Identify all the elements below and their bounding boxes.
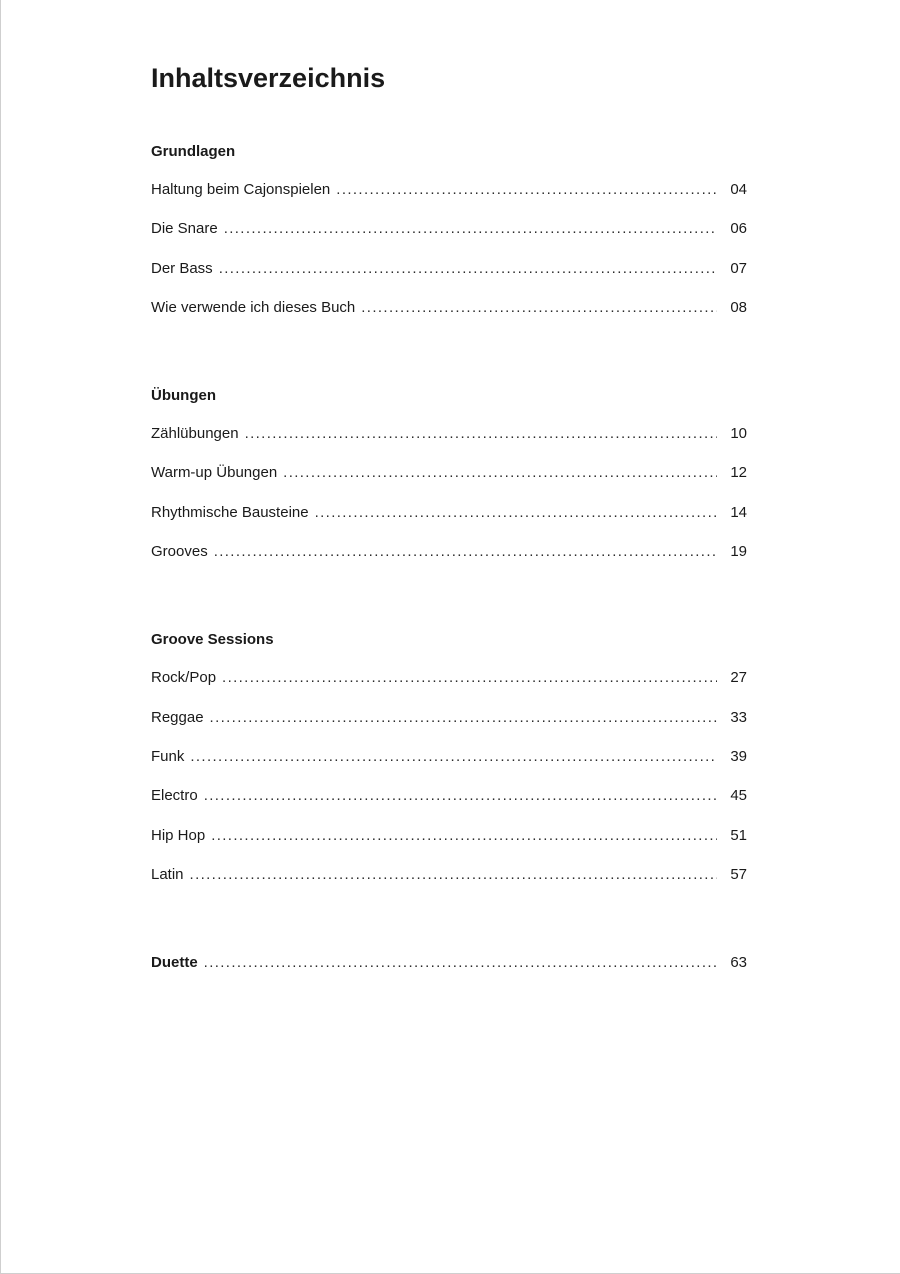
toc-entry[interactable]: [151, 463, 747, 502]
toc-entry-label: Zählübungen: [151, 425, 239, 443]
section-heading-grundlagen: Grundlagen: [151, 143, 236, 160]
toc-entry[interactable]: [151, 298, 747, 337]
toc-entry[interactable]: [151, 219, 747, 258]
toc-entry[interactable]: [151, 259, 747, 298]
table-of-contents: [151, 58, 747, 992]
toc-entry-label: Reggae: [151, 708, 204, 726]
toc-entry-label: Der Bass: [151, 259, 213, 277]
dot-leader: [210, 708, 717, 728]
toc-entry-label: Rhythmische Bausteine: [151, 503, 309, 521]
toc-entry-page: 19: [730, 543, 747, 561]
toc-entry-label: Duette: [151, 954, 198, 972]
toc-entry[interactable]: [151, 668, 747, 707]
dot-leader: [211, 826, 717, 846]
dot-leader: [283, 463, 717, 483]
toc-entry-page: 63: [730, 954, 747, 972]
toc-entry-label: Warm-up Übungen: [151, 464, 278, 482]
dot-leader: [222, 668, 717, 688]
dot-leader: [245, 424, 717, 444]
section-heading-uebungen: Übungen: [151, 387, 216, 405]
toc-entry-page: 14: [730, 503, 747, 521]
toc-entry-page: 51: [730, 826, 747, 844]
toc-entry[interactable]: [151, 747, 747, 786]
dot-leader: [204, 786, 717, 806]
toc-entry-label: Haltung beim Cajonspielen: [151, 181, 331, 198]
toc-entry-page: 57: [730, 865, 747, 883]
dot-leader: [219, 259, 717, 279]
toc-entry-label: Grooves: [151, 543, 208, 561]
toc-entry[interactable]: [151, 708, 747, 747]
toc-entry-label: Funk: [151, 747, 185, 765]
toc-entry[interactable]: [151, 786, 747, 825]
toc-entry[interactable]: [151, 180, 747, 219]
toc-entry[interactable]: [151, 503, 747, 542]
toc-entry-page: 04: [730, 181, 747, 198]
dot-leader: [315, 503, 717, 523]
toc-entry-page: 12: [730, 464, 747, 482]
toc-entry-duette[interactable]: [151, 953, 747, 992]
toc-entry-label: Latin: [151, 865, 184, 883]
dot-leader: [214, 542, 717, 562]
toc-entry-page: 45: [730, 787, 747, 805]
toc-entry[interactable]: [151, 542, 747, 581]
toc-entry-page: 39: [730, 747, 747, 765]
page-title: Inhaltsverzeichnis: [151, 63, 386, 93]
toc-entry-page: 33: [730, 708, 747, 726]
toc-entry-label: Die Snare: [151, 220, 218, 238]
dot-leader: [224, 219, 717, 239]
section-heading-groove-sessions: Groove Sessions: [151, 631, 274, 649]
dot-leader: [204, 953, 717, 973]
toc-entry-page: 27: [730, 669, 747, 687]
dot-leader: [361, 298, 717, 318]
toc-entry-label: Rock/Pop: [151, 669, 217, 687]
section-entries-uebungen: [151, 424, 747, 581]
toc-entry-page: 08: [730, 298, 747, 316]
dot-leader: [190, 865, 717, 885]
toc-entry-page: 07: [730, 259, 747, 277]
toc-entry-page: 10: [730, 425, 747, 443]
toc-entry-label: Hip Hop: [151, 826, 206, 844]
toc-entry[interactable]: [151, 865, 747, 904]
toc-entry-label: Electro: [151, 787, 198, 805]
toc-entry[interactable]: [151, 424, 747, 463]
dot-leader: [336, 180, 717, 200]
section-entries-groove-sessions: [151, 668, 747, 904]
toc-entry-page: 06: [730, 220, 747, 238]
toc-entry-label: Wie verwende ich dieses Buch: [151, 298, 356, 316]
section-entries-grundlagen: [151, 180, 747, 337]
dot-leader: [190, 747, 717, 767]
toc-entry[interactable]: [151, 826, 747, 865]
